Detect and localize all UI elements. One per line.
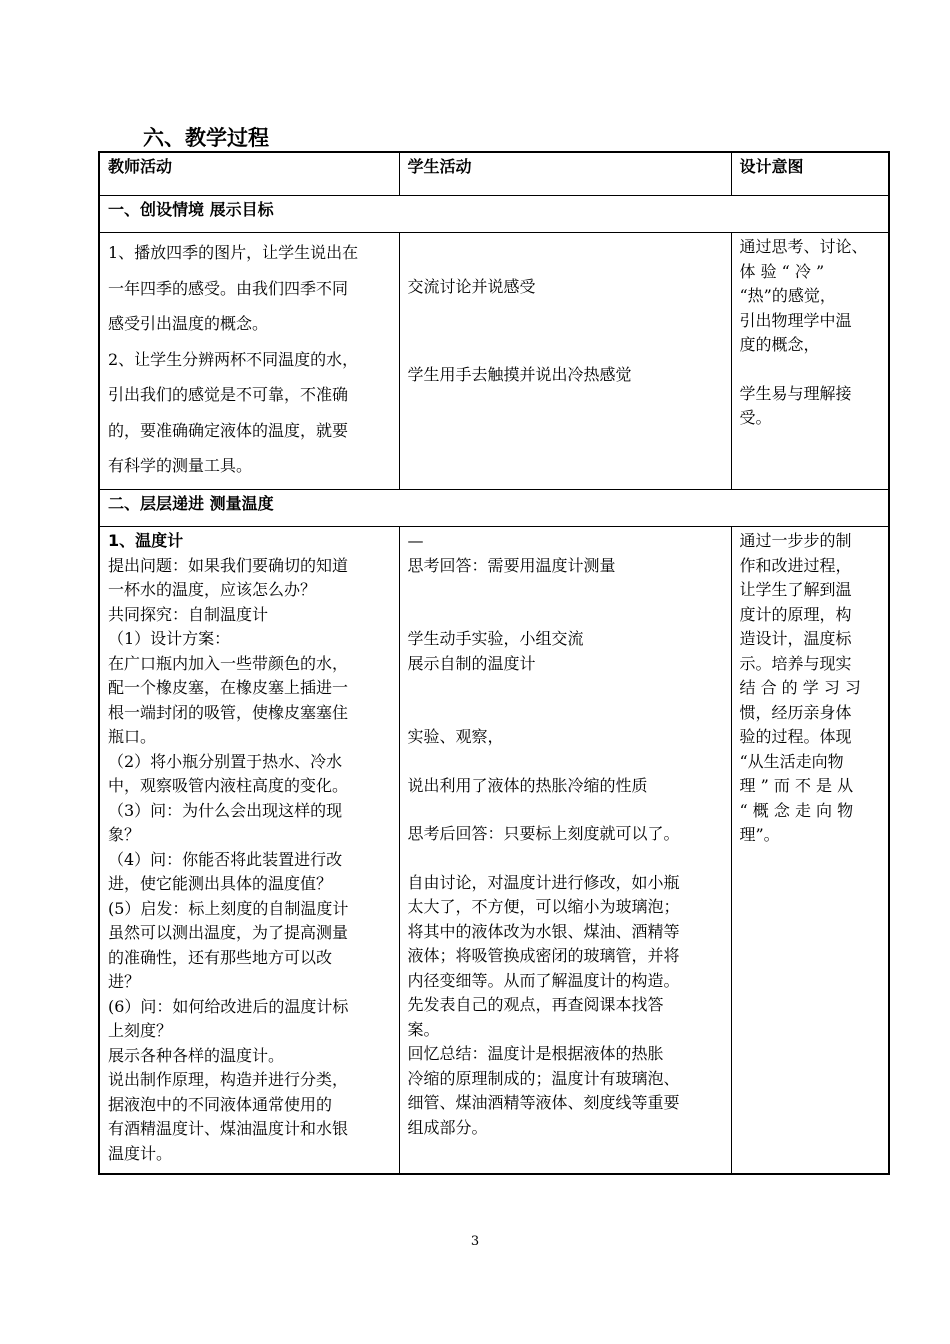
text-line: 作和改进过程， — [739, 555, 852, 575]
text-line: 通过一步步的制 — [739, 531, 852, 550]
text-line: 2、让学生分辨两杯不同温度的水， — [108, 349, 359, 369]
text-line: 冷缩的原理制成的；温度计有玻璃泡、 — [407, 1068, 680, 1088]
teaching-process-table — [98, 151, 890, 1175]
text-line: 感受引出温度的概念。 — [108, 314, 269, 333]
text-line: 学生动手实验，小组交流 — [407, 629, 584, 648]
text-line: 说出制作原理，构造并进行分类， — [108, 1070, 349, 1089]
section-row — [99, 490, 889, 527]
text-line: 自由讨论，对温度计进行修改，如小瓶 — [407, 872, 680, 892]
text-line: 理”。 — [739, 825, 780, 844]
text-line: 让学生了解到温 — [739, 580, 852, 599]
text-line: 据液泡中的不同液体通常使用的 — [108, 1094, 333, 1114]
text-line: (5）启发：标上刻度的自制温度计 — [108, 898, 349, 918]
header-design-intent: 设计意图 — [731, 152, 889, 196]
text-line: 内径变细等。从而了解温度计的构造。 — [407, 970, 680, 990]
text-line: 先发表自己的观点，再查阅课本找答 — [407, 995, 664, 1014]
section2-intent-cell — [731, 527, 889, 1175]
text-line: 引出物理学中温 — [739, 310, 852, 330]
section1-teacher-cell — [99, 233, 399, 490]
text-line: 惯，经历亲身体 — [739, 702, 852, 722]
text-line: 展示自制的温度计 — [407, 653, 536, 673]
text-line: “从生活走向物 — [739, 751, 844, 771]
text-line: 液体；将吸管换成密闭的玻璃管，并将 — [407, 946, 680, 965]
text-line: 示。培养与现实 — [739, 653, 852, 673]
text-line: 说出利用了液体的热胀冷缩的性质 — [407, 775, 648, 795]
text-line: （2）将小瓶分别置于热水、冷水 — [108, 751, 343, 771]
text-line: 思考回答：需要用温度计测量 — [407, 555, 616, 575]
text-line: 有科学的测量工具。 — [108, 456, 253, 475]
text-line: “热”的感觉， — [739, 286, 836, 305]
section-heading: 六、教学过程 — [143, 126, 269, 150]
text-line: 根一端封闭的吸管，使橡皮塞塞住 — [108, 702, 349, 722]
text-line: （3）问：为什么会出现这样的现 — [108, 800, 343, 820]
text-line: 进，使它能测出具体的温度值？ — [108, 874, 333, 893]
text-line: “ 概 念 走 向 物 — [739, 800, 854, 820]
text-line: (6）问：如何给改进后的温度计标 — [108, 996, 349, 1016]
section2-teacher-cell — [99, 527, 399, 1175]
section1-student-cell — [399, 233, 731, 490]
section2-student-cell — [399, 527, 731, 1175]
text-line: 引出我们的感觉是不可靠，不准确 — [108, 385, 349, 404]
text-line: 度计的原理，构 — [739, 604, 852, 624]
text-line: 的准确性，还有那些地方可以改 — [108, 947, 333, 967]
text-line: 受。 — [739, 408, 772, 427]
text-line: 理 ” 而 不 是 从 — [739, 776, 854, 795]
text-line: 1、播放四季的图片，让学生说出在 — [108, 243, 359, 262]
page-number: 3 — [470, 1234, 480, 1249]
header-teacher-activity: 教师活动 — [99, 152, 399, 196]
text-line: 进？ — [108, 972, 141, 991]
text-line: 太大了，不方便，可以缩小为玻璃泡； — [407, 897, 680, 916]
section1-intent-cell — [731, 233, 889, 490]
text-line: 学生用手去触摸并说出冷热感觉 — [407, 364, 632, 384]
text-line: 虽然可以测出温度，为了提高测量 — [108, 923, 349, 942]
text-line: 上刻度？ — [108, 1021, 173, 1040]
text-line: 一杯水的温度，应该怎么办？ — [108, 580, 317, 599]
text-line: 在广口瓶内加入一些带颜色的水， — [108, 653, 349, 673]
text-line: 交流讨论并说感受 — [407, 277, 536, 296]
section2-title: 二、层层递进 测量温度 — [99, 490, 889, 527]
text-line: 象？ — [108, 825, 141, 844]
text-line: 组成部分。 — [407, 1117, 488, 1137]
text-line: 一年四季的感受。由我们四季不同 — [108, 278, 349, 298]
text-line: 中，观察吸管内液柱高度的变化。 — [108, 776, 349, 795]
section1-title: 一、创设情境 展示目标 — [99, 196, 889, 233]
text-line: 细管、煤油酒精等液体、刻度线等重要 — [407, 1093, 680, 1112]
text-line: 配一个橡皮塞，在橡皮塞上插进一 — [108, 678, 349, 697]
section-row — [99, 196, 889, 233]
subsection-title: 1、温度计 — [108, 531, 184, 550]
text-line: — — [407, 531, 424, 550]
table-header-row — [99, 152, 889, 196]
text-line: 度的概念， — [739, 335, 820, 354]
text-line: 验的过程。体现 — [739, 727, 852, 746]
text-line: 学生易与理解接 — [739, 383, 852, 403]
text-line: 有酒精温度计、煤油温度计和水银 — [108, 1119, 349, 1138]
text-line: 回忆总结：温度计是根据液体的热胀 — [407, 1044, 664, 1063]
text-line: 展示各种各样的温度计。 — [108, 1045, 285, 1065]
text-line: 思考后回答：只要标上刻度就可以了。 — [407, 824, 680, 843]
text-line: 提出问题：如果我们要确切的知道 — [108, 555, 349, 575]
table-row — [99, 527, 889, 1175]
text-line: 体 验 “ 冷 ” — [739, 261, 825, 281]
text-line: 造设计，温度标 — [739, 629, 852, 648]
text-line: （1）设计方案： — [108, 629, 231, 648]
table-row — [99, 233, 889, 490]
text-line: 案。 — [407, 1019, 440, 1039]
text-line: 温度计。 — [108, 1143, 173, 1163]
text-line: 将其中的液体改为水银、煤油、酒精等 — [407, 921, 680, 941]
text-line: 的，要准确确定液体的温度，就要 — [108, 420, 349, 440]
header-student-activity: 学生活动 — [399, 152, 731, 196]
text-line: 通过思考、讨论、 — [739, 237, 868, 256]
text-line: 共同探究：自制温度计 — [108, 604, 269, 624]
text-line: 结 合 的 学 习 习 — [739, 678, 861, 697]
text-line: 实验、观察， — [407, 727, 504, 746]
text-line: （4）问：你能否将此装置进行改 — [108, 849, 343, 869]
text-line: 瓶口。 — [108, 727, 157, 746]
